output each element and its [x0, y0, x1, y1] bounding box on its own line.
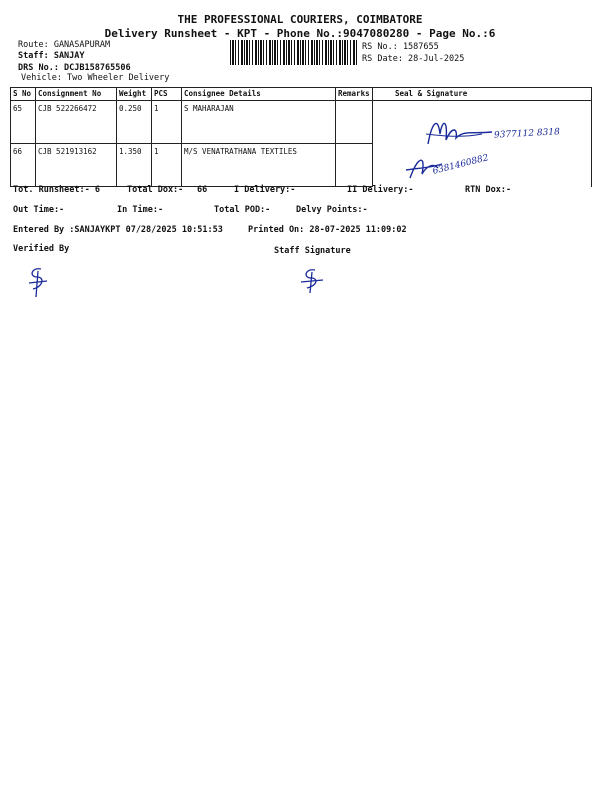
printed-on: Printed On: 28-07-2025 11:09:02	[248, 225, 407, 235]
runsheet-title: Delivery Runsheet - KPT - Phone No.:9047080280 - Page No.:6	[104, 27, 496, 40]
table-header-row	[11, 88, 592, 101]
col-header-remarks: Remarks	[336, 88, 373, 101]
col-header-consignee: Consignee Details	[182, 88, 336, 101]
table-row	[11, 144, 592, 187]
drs-number: DRS No.: DCJB158765506	[18, 63, 131, 73]
staff-label: Staff: SANJAY	[18, 51, 85, 61]
recipient-phone-1: 9377112 8318	[493, 127, 561, 141]
cell-weight: 1.350	[117, 144, 152, 187]
col-header-pcs: PCS	[152, 88, 182, 101]
vehicle-label: Vehicle: Two Wheeler Delivery	[21, 73, 170, 83]
cell-weight: 0.250	[117, 101, 152, 144]
staff-signature-label: Staff Signature	[274, 246, 351, 256]
cell-consignment: CJB 521913162	[36, 144, 117, 187]
col-header-weight: Weight	[117, 88, 152, 101]
route-label: Route: GANASAPURAM	[18, 40, 111, 50]
staff-signature	[298, 266, 326, 294]
cell-remarks	[336, 101, 373, 144]
recipient-signature-1	[422, 112, 497, 152]
rs-number: RS No.: 1587655	[362, 42, 439, 52]
cell-sno: 66	[11, 144, 36, 187]
total-dox-value: 66	[197, 185, 208, 195]
cell-pcs: 1	[152, 101, 182, 144]
cell-remarks	[336, 144, 373, 187]
cell-sno: 65	[11, 101, 36, 144]
cell-consignee: M/S VENATRATHANA TEXTILES	[182, 144, 336, 187]
ii-delivery: II Delivery:-	[347, 185, 414, 195]
entered-by: Entered By :SANJAYKPT 07/28/2025 10:51:53	[13, 225, 223, 235]
total-pod: Total POD:-	[214, 205, 271, 215]
col-header-consignment: Consignment No	[36, 88, 117, 101]
tot-runsheet: Tot. Runsheet:- 6	[13, 185, 100, 195]
rtn-dox: RTN Dox:-	[465, 185, 512, 195]
out-time: Out Time:-	[13, 205, 65, 215]
cell-pcs: 1	[152, 144, 182, 187]
col-header-signature: Seal & Signature	[373, 88, 592, 101]
col-header-sno: S No	[11, 88, 36, 101]
cell-consignment: CJB 522266472	[36, 101, 117, 144]
delvy-points: Delvy Points:-	[296, 205, 368, 215]
verifier-signature	[25, 263, 51, 299]
total-dox-label: Total Dox:-	[127, 185, 184, 195]
verified-by-label: Verified By	[13, 244, 70, 254]
company-title: THE PROFESSIONAL COURIERS, COIMBATORE	[177, 13, 423, 26]
rs-date: RS Date: 28-Jul-2025	[362, 54, 465, 64]
in-time: In Time:-	[117, 205, 164, 215]
recipient-phone-2: 6381460882	[431, 153, 490, 177]
i-delivery: I Delivery:-	[234, 185, 296, 195]
cell-consignee: S MAHARAJAN	[182, 101, 336, 144]
barcode	[230, 40, 358, 65]
